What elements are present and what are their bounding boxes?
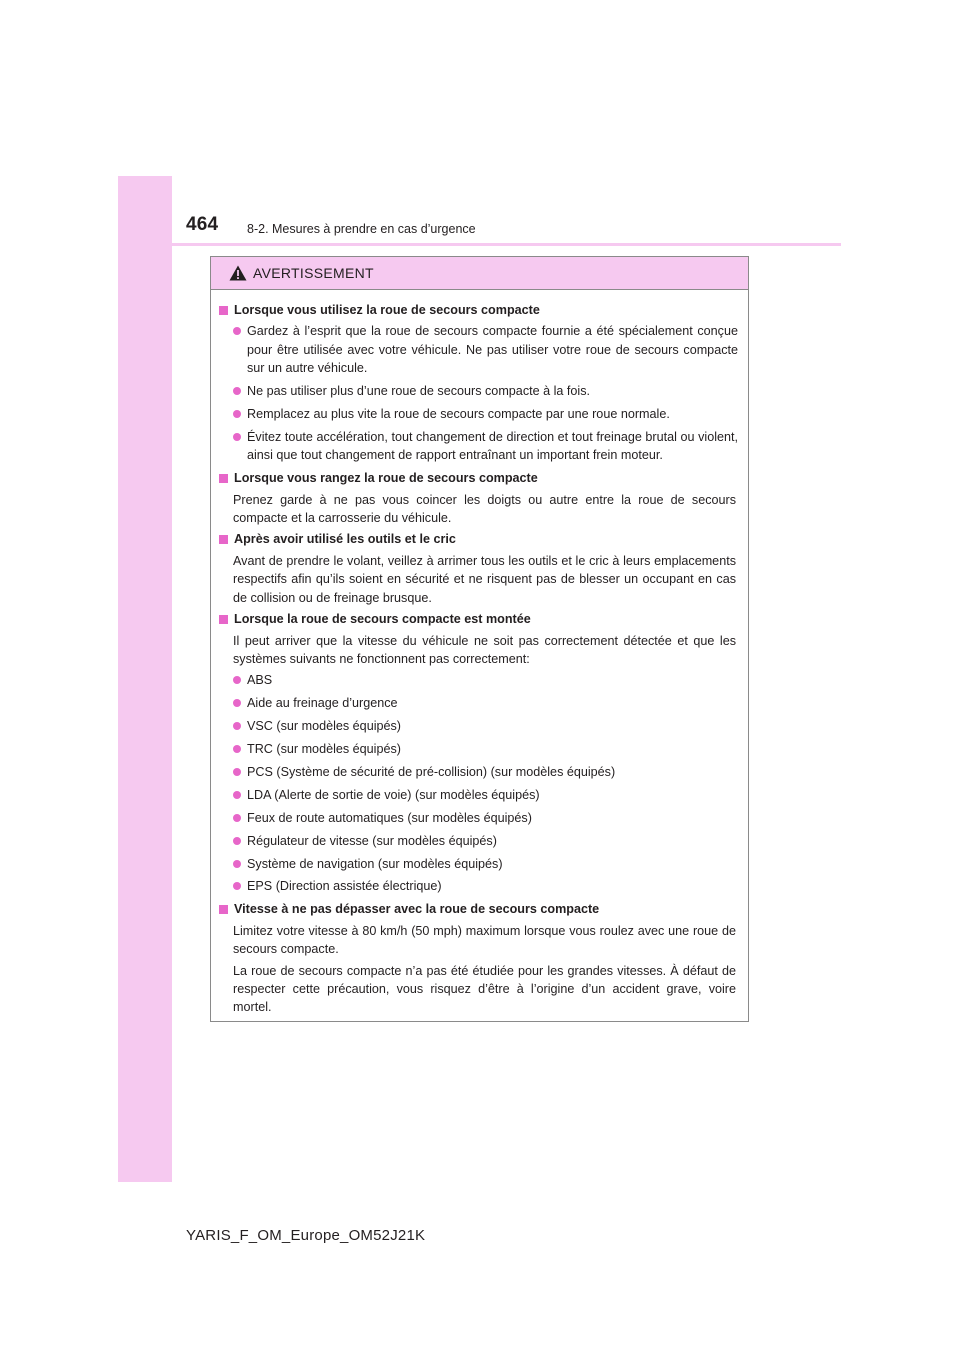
section-heading-text: Lorsque vous rangez la roue de secours compacte: [234, 471, 538, 486]
list-item-text: PCS (Système de sécurité de pré-collision) (sur modèles équipés): [247, 764, 616, 779]
list-item-text: Régulateur de vitesse (sur modèles équipés): [247, 833, 497, 848]
round-bullet-icon: [233, 860, 241, 868]
list-item-text: TRC (sur modèles équipés): [247, 742, 401, 757]
list-item-text: Système de navigation (sur modèles équipés): [247, 856, 503, 871]
list-item: [219, 763, 740, 781]
warning-box: [210, 256, 749, 1022]
list-item-text: ABS: [247, 673, 273, 688]
paragraph: Il peut arriver que la vitesse du véhicule ne soit pas correctement détectée et que les systèmes suivants ne fonctionnent pas correctement:: [233, 633, 736, 666]
list-item: [219, 405, 740, 423]
list-item: [219, 740, 740, 758]
list-item-text: Évitez toute accélération, tout changement de direction et tout freinage brutal ou violent, ainsi que tout changement de rapport entraînant un important frein moteur.: [247, 429, 738, 463]
round-bullet-icon: [233, 410, 241, 418]
round-bullet-icon: [233, 387, 241, 395]
list-item-text: Ne pas utiliser plus d’une roue de secours compacte à la fois.: [247, 384, 591, 399]
section-heading-text: Après avoir utilisé les outils et le cric: [234, 532, 456, 547]
list-item: [219, 671, 740, 689]
list-item: [219, 855, 740, 873]
section-heading: [219, 530, 740, 548]
warning-body: [211, 290, 748, 1017]
round-bullet-icon: [233, 882, 241, 890]
round-bullet-icon: [233, 327, 241, 335]
document-code: YARIS_F_OM_Europe_OM52J21K: [186, 1227, 426, 1244]
square-bullet-icon: [219, 615, 228, 624]
round-bullet-icon: [233, 676, 241, 684]
square-bullet-icon: [219, 535, 228, 544]
list-item: [219, 809, 740, 827]
list-item-text: LDA (Alerte de sortie de voie) (sur modèles équipés): [247, 787, 540, 802]
section-heading-text: Vitesse à ne pas dépasser avec la roue de secours compacte: [234, 902, 600, 917]
round-bullet-icon: [233, 722, 241, 730]
list-item: [219, 832, 740, 850]
list-item-text: Aide au freinage d’urgence: [247, 696, 398, 711]
side-tab-bar: [118, 176, 172, 1182]
list-item-text: Feux de route automatiques (sur modèles équipés): [247, 810, 532, 825]
round-bullet-icon: [233, 837, 241, 845]
list-item-text: Remplacez au plus vite la roue de secours compacte par une roue normale.: [247, 407, 670, 422]
list-item: [219, 877, 740, 895]
list-item: [219, 786, 740, 804]
header-rule: [172, 243, 841, 246]
list-item: [219, 322, 740, 377]
round-bullet-icon: [233, 745, 241, 753]
section-heading: [219, 469, 740, 487]
warning-title: AVERTISSEMENT: [253, 265, 374, 281]
round-bullet-icon: [233, 791, 241, 799]
list-item: [219, 382, 740, 400]
section-title: 8-2. Mesures à prendre en cas d’urgence: [247, 222, 476, 236]
section-heading: [219, 900, 740, 918]
section-heading: [219, 610, 740, 628]
paragraph: La roue de secours compacte n’a pas été étudiée pour les grandes vitesses. À défaut de respecter cette précaution, vous risquez d’être à l’origine d’un accident grave, voire mortel.: [233, 963, 736, 1015]
paragraph: Prenez garde à ne pas vous coincer les doigts ou autre entre la roue de secours compacte et la carrosserie du véhicule.: [233, 492, 736, 526]
round-bullet-icon: [233, 699, 241, 707]
section-heading: [219, 301, 740, 319]
round-bullet-icon: [233, 433, 241, 441]
round-bullet-icon: [233, 814, 241, 822]
list-item: [219, 428, 740, 465]
list-item: [219, 694, 740, 712]
list-item-text: Gardez à l’esprit que la roue de secours compacte fournie a été spécialement conçue pour être utilisée avec votre véhicule. Ne pas utiliser votre roue de secours compacte sur un autre véhicule.: [247, 324, 738, 376]
section-heading-text: Lorsque vous utilisez la roue de secours compacte: [234, 303, 540, 317]
section-heading-text: Lorsque la roue de secours compacte est montée: [234, 612, 531, 627]
round-bullet-icon: [233, 768, 241, 776]
list-item-text: VSC (sur modèles équipés): [247, 719, 401, 734]
square-bullet-icon: [219, 905, 228, 914]
warning-header: [211, 257, 748, 290]
list-item: [219, 717, 740, 735]
paragraph: Limitez votre vitesse à 80 km/h (50 mph) maximum lorsque vous roulez avec une roue de secours compacte.: [233, 923, 736, 957]
list-item-text: EPS (Direction assistée électrique): [247, 879, 442, 894]
paragraph: Avant de prendre le volant, veillez à arrimer tous les outils et le cric à leurs emplacements respectifs afin qu’ils soient en sécurité et ne risquent pas de blesser un occupant en cas de collision ou de freinage brusque.: [233, 553, 736, 605]
square-bullet-icon: [219, 474, 228, 483]
page-number: 464: [186, 214, 219, 235]
warning-triangle-icon: [229, 265, 247, 281]
square-bullet-icon: [219, 306, 228, 315]
